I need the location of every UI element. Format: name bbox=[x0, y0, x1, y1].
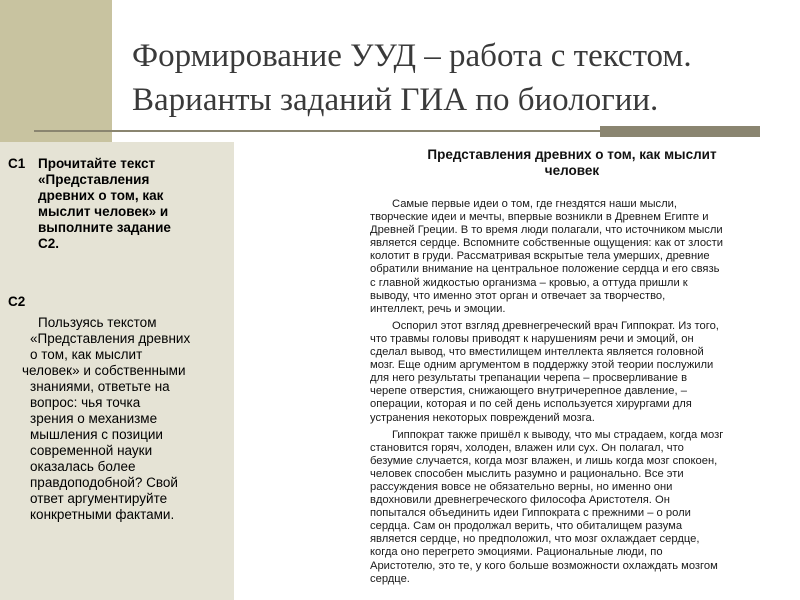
article-line: устранения некоторых повреждений мозга. bbox=[370, 411, 595, 424]
article-line: с главной жидкостью организма – кровью, а оттуда пришли к bbox=[370, 276, 688, 289]
task-c1-line: Прочитайте текст bbox=[38, 156, 156, 171]
task-c1-line: мыслит человек» и bbox=[38, 204, 169, 219]
task-c1-line: древних о том, как bbox=[38, 188, 164, 203]
task-c2-line: зрения о механизме bbox=[30, 411, 158, 426]
task-c2-line: человек» и собственными bbox=[22, 363, 186, 378]
task-c2-line: правдоподобной? Свой bbox=[30, 475, 178, 490]
slide-title-line-2: Варианты заданий ГИА по биологии. bbox=[132, 82, 659, 118]
task-c1-text bbox=[8, 156, 230, 252]
article-paragraph-1 bbox=[370, 198, 794, 316]
task-c1 bbox=[8, 156, 230, 252]
article-line: для него результаты трепанации черепа – просверливание в bbox=[370, 372, 688, 385]
article-line: вдохновили древнегреческого философа Аристотеля. Он bbox=[370, 494, 670, 507]
article-line: рассуждения вовсе не обязательно верны, но именно они bbox=[370, 480, 673, 493]
title-divider bbox=[34, 130, 600, 132]
article-line: Аристотелю, это те, у кого больше возможности охлаждать мозгом bbox=[370, 559, 718, 572]
article-line: Самые первые идеи о том, где гнездятся наши мысли, bbox=[392, 198, 677, 210]
task-c2-line: мышления с позиции bbox=[30, 427, 163, 442]
article-paragraph-2 bbox=[370, 320, 794, 425]
article-line: творческие идеи и мечты, впервые возникли в Древнем Египте и bbox=[370, 211, 709, 224]
slide-title bbox=[132, 34, 792, 122]
article-line: интеллект, речь и эмоции. bbox=[370, 302, 506, 315]
article-line: безумие случается, когда мозг влажен, и лишь когда мозг спокоен, bbox=[370, 454, 718, 467]
article-line: является сердце, но предположил, что мозг охлаждает сердце, bbox=[370, 533, 700, 546]
task-c2-code: С2 bbox=[8, 294, 26, 309]
article-line: Гиппократ также пришёл к выводу, что мы страдаем, когда мозг bbox=[392, 428, 724, 441]
article-line: выводу, что именно этот орган и отвечает за творчество, bbox=[370, 289, 666, 302]
task-c1-code: С1 bbox=[8, 156, 26, 171]
task-c2-line: Пользуясь текстом bbox=[38, 315, 157, 330]
article-line: человек способен мыслить разумно и рационально. Все эти bbox=[370, 467, 684, 480]
task-c2-line: о том, как мыслит bbox=[30, 347, 143, 362]
article-line: что травмы головы приводят к нарушениям речи и эмоций, он bbox=[370, 332, 694, 345]
article-line: сердце. bbox=[370, 572, 410, 585]
article-title-line: человек bbox=[544, 163, 600, 178]
task-c1-line: выполните задание bbox=[38, 220, 171, 235]
task-c2-line: современной науки bbox=[30, 443, 153, 458]
article-line: становится горяч, холоден, влажен или сух. Он полагал, что bbox=[370, 441, 684, 454]
article-line: является сердце. Вспомните собственные ощущения: как от злости bbox=[370, 237, 724, 250]
article-line: колотит в груди. Рассматривая вскрытые тела умерших, древние bbox=[370, 250, 710, 263]
article-title bbox=[372, 147, 772, 179]
article-paragraph-3 bbox=[370, 429, 794, 586]
article-title-line: Представления древних о том, как мыслит bbox=[427, 147, 717, 162]
article-line: попытался объединить идеи Гиппократа с прежними – о роли bbox=[370, 507, 691, 520]
article-line: мозг. Еще одним аргументом в поддержку этой теории послужили bbox=[370, 359, 714, 372]
article-line: операции, которая и по сей день используется хирургами для bbox=[370, 398, 692, 411]
decorative-band bbox=[0, 0, 112, 142]
title-divider-accent bbox=[600, 126, 760, 137]
article-line: когда оно перегрето эмоциями. Рациональные люди, по bbox=[370, 546, 663, 559]
article-line: Древней Греции. В то время люди полагали, что источником мысли bbox=[370, 224, 723, 237]
article-line: черепе отверстия, снижающего внутричерепное давление, – bbox=[370, 385, 687, 398]
task-c2-line: оказалась более bbox=[30, 459, 136, 474]
article-line: Оспорил этот взгляд древнегреческий врач Гиппократ. Из того, bbox=[392, 319, 719, 332]
task-c2-line: ответ аргументируйте bbox=[30, 491, 168, 506]
task-c1-line: «Представления bbox=[38, 172, 150, 187]
task-c2-text bbox=[22, 315, 230, 523]
article-body bbox=[370, 198, 794, 590]
task-c2-line: конкретными фактами. bbox=[30, 507, 175, 522]
task-c2-line: вопрос: чья точка bbox=[30, 395, 141, 410]
slide-title-line-1: Формирование УУД – работа с текстом. bbox=[132, 38, 692, 74]
task-c2-line: «Представления древних bbox=[30, 331, 191, 346]
article-line: сделал вывод, что вместилищем интеллекта является головной bbox=[370, 346, 704, 359]
article-line: обратили внимание на центральное положение сердца и его связь bbox=[370, 263, 720, 276]
article-line: сердца. Сам он продолжал верить, что обиталищем разума bbox=[370, 520, 683, 533]
task-c1-line: С2. bbox=[38, 236, 60, 251]
task-c2-line: знаниями, ответьте на bbox=[30, 379, 170, 394]
